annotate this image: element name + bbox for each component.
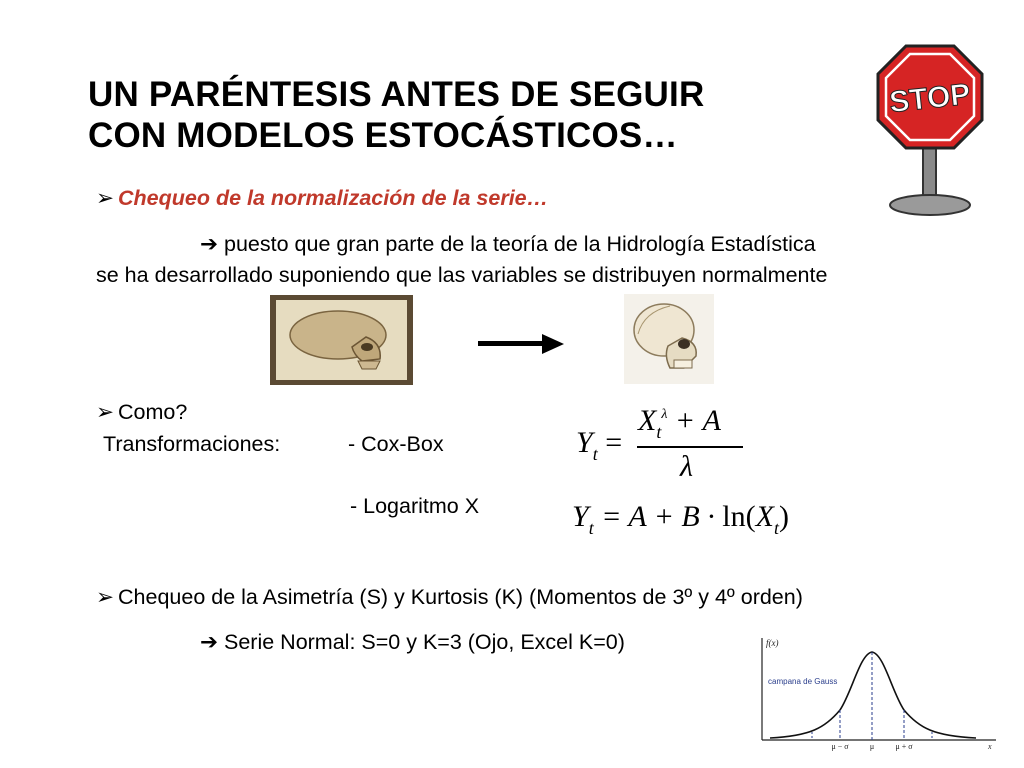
boxcox-lhs-var: Y — [576, 426, 593, 459]
section3-row — [96, 585, 803, 610]
section1-heading: Chequeo de la normalización de la serie… — [118, 186, 549, 210]
gauss-bell-curve — [740, 632, 1000, 752]
skull-jaw — [358, 361, 380, 369]
log-lhs-var: Y — [572, 500, 589, 533]
deformed-skull-photo — [270, 295, 413, 385]
boxcox-num-sup: λ — [661, 407, 668, 422]
boxcox-num-var: X — [638, 404, 657, 437]
section3-normal-row — [200, 630, 625, 655]
log-formula — [572, 500, 789, 539]
stop-sign-illustration — [870, 40, 990, 220]
stop-sign-text: STOP — [887, 77, 972, 120]
log-x-var: X — [755, 500, 774, 533]
boxcox-equals: = — [605, 426, 623, 459]
section1-heading-row — [96, 186, 548, 211]
normal-skull-photo — [624, 294, 714, 384]
boxcox-fraction-bar — [637, 446, 743, 448]
gauss-tick-plus-sigma: μ + σ — [895, 742, 913, 751]
skull-eye-socket — [678, 339, 690, 349]
bullet-icon: ➢ — [96, 400, 115, 424]
gauss-curve — [770, 652, 976, 738]
gauss-xlabel: x — [988, 742, 992, 751]
gauss-tick-minus-sigma: μ − σ — [831, 742, 849, 751]
right-arrow-icon: ➔ — [200, 630, 219, 654]
log-close-paren: ) — [778, 500, 789, 533]
gauss-legend: campana de Gauss — [768, 677, 838, 686]
skull-teeth — [674, 360, 692, 368]
log-x-sub: t — [773, 518, 779, 538]
section3-line: Chequeo de la Asimetría (S) y Kurtosis (K) (Momentos de 3º y 4º orden) — [118, 585, 803, 609]
title-line-2: CON MODELOS ESTOCÁSTICOS… — [88, 116, 678, 155]
bullet-icon: ➢ — [96, 585, 115, 609]
right-arrow-icon: ➔ — [200, 232, 219, 256]
log-rhs: = A + B · — [601, 500, 723, 533]
section1-line2: se ha desarrollado suponiendo que las variables se distribuyen normalmente — [96, 263, 828, 287]
section2-como-row — [96, 400, 187, 425]
section1-line1-row — [200, 232, 816, 257]
como-label: Como? — [118, 400, 188, 424]
bullet-icon: ➢ — [96, 186, 115, 210]
stop-sign-base — [890, 195, 970, 215]
boxcox-lhs-sub: t — [592, 444, 598, 464]
title-line-1: UN PARÉNTESIS ANTES DE SEGUIR — [88, 75, 705, 114]
section1-line1: puesto que gran parte de la teoría de la Hidrología Estadística — [224, 232, 816, 256]
transformaciones-label: Transformaciones: — [103, 432, 281, 456]
cox-box-label: - Cox-Box — [348, 432, 444, 456]
slide-title — [88, 74, 704, 156]
boxcox-numerator — [638, 404, 721, 443]
boxcox-denominator: λ — [680, 450, 693, 483]
boxcox-num-sub: t — [656, 422, 662, 442]
skull-eye-socket — [361, 343, 373, 351]
log-lhs-sub: t — [588, 518, 594, 538]
logaritmo-label: - Logaritmo X — [350, 494, 480, 518]
serie-normal-text: Serie Normal: S=0 y K=3 (Ojo, Excel K=0) — [224, 630, 625, 654]
gauss-ylabel: f(x) — [766, 638, 779, 648]
log-ln: ln — [722, 500, 746, 533]
boxcox-num-rest: + A — [674, 404, 721, 437]
transform-arrow-icon — [478, 330, 564, 358]
gauss-tick-mu: μ — [869, 742, 875, 751]
log-open-paren: ( — [745, 500, 756, 533]
boxcox-lhs — [576, 426, 622, 465]
